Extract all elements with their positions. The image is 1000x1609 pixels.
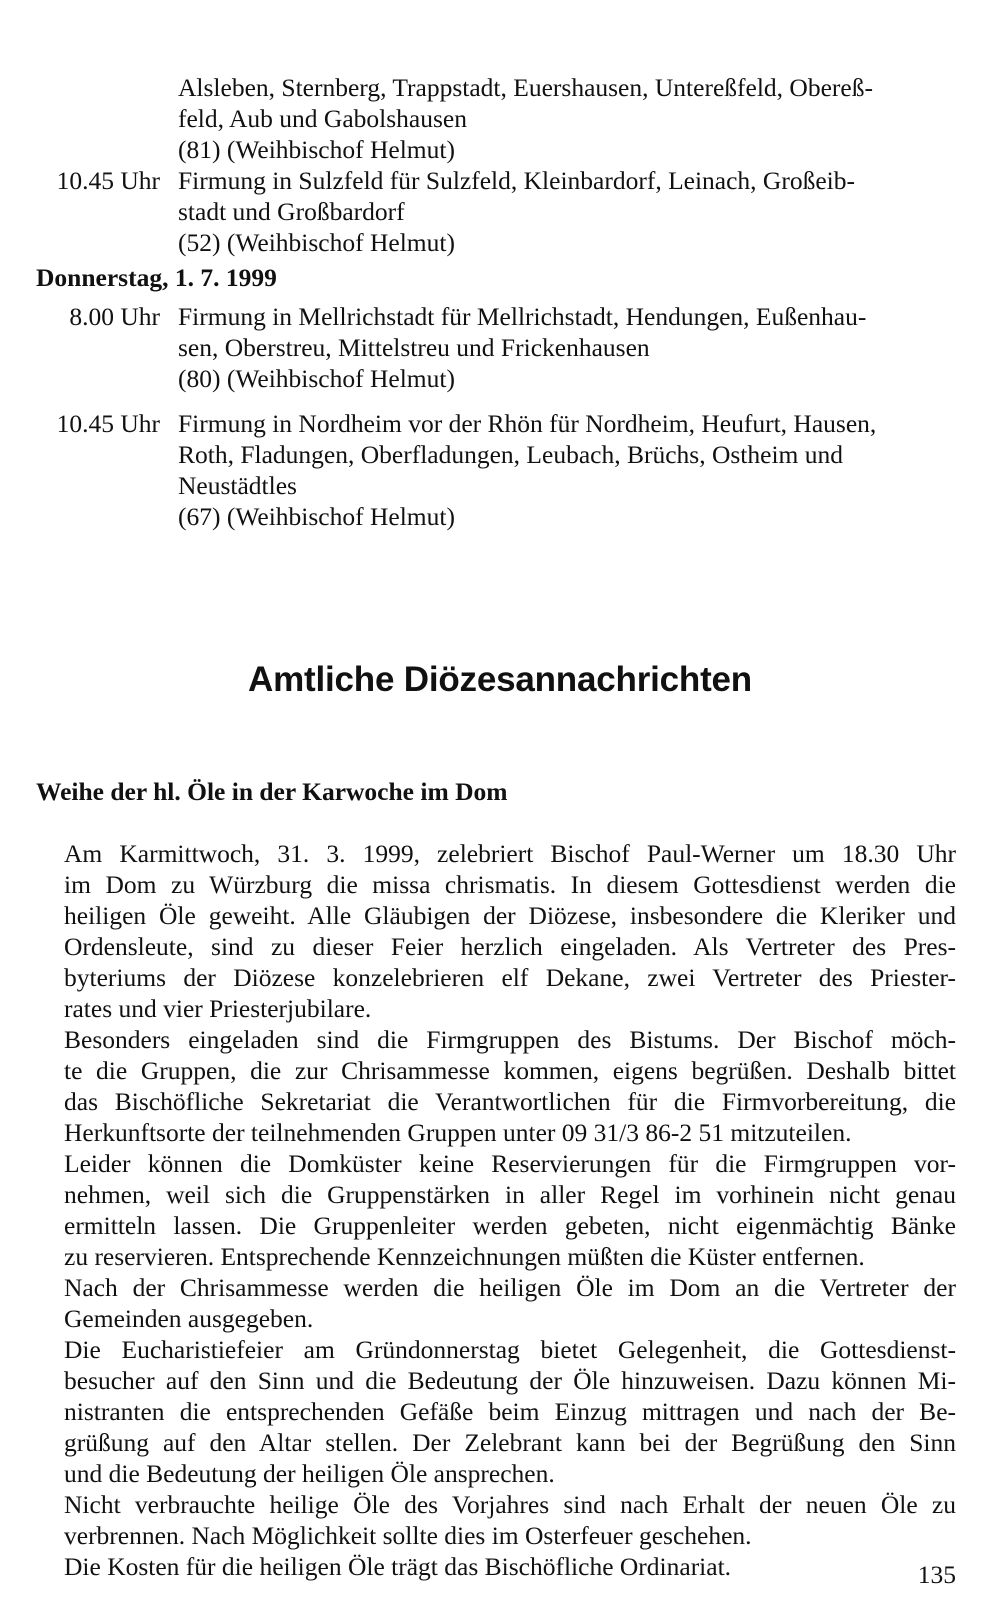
section-title: Amtliche Diözesannachrichten: [248, 660, 752, 699]
schedule-line: Firmung in Nordheim vor der Rhön für Nordheim, Heufurt, Hausen,: [178, 409, 877, 438]
text-line: Am Karmittwoch, 31. 3. 1999, zelebriert Bischof Paul-Werner um 18.30 Uhr: [64, 839, 956, 868]
paragraph: [36, 838, 956, 1024]
paragraph: [36, 1489, 956, 1551]
text-line: Besonders eingeladen sind die Firmgruppen des Bistums. Der Bischof möch-: [64, 1025, 956, 1054]
text-line: im Dom zu Würzburg die missa chrismatis. In diesem Gottesdienst werden die: [64, 870, 956, 899]
text-line: ermitteln lassen. Die Gruppenleiter werden gebeten, nicht eigenmächtig Bänke: [64, 1211, 956, 1240]
text-line: nistranten die entsprechenden Gefäße beim Einzug mittragen und nach der Be-: [64, 1397, 956, 1426]
text-line: Gemeinden ausgegeben.: [64, 1304, 314, 1333]
text-line: das Bischöfliche Sekretariat die Verantwortlichen für die Firmvorbereitung, die: [64, 1087, 956, 1116]
schedule-line: Neustädtles: [178, 471, 297, 500]
schedule-time: 10.45 Uhr: [56, 409, 160, 438]
schedule-line: feld, Aub und Gabolshausen: [178, 104, 467, 133]
confirmation-schedule: [36, 72, 956, 532]
schedule-line: (81) (Weihbischof Helmut): [178, 135, 455, 164]
paragraph: [36, 1024, 956, 1148]
schedule-time: 8.00 Uhr: [69, 302, 160, 331]
schedule-line: Firmung in Mellrichstadt für Mellrichstadt, Hendungen, Eußenhau-: [178, 302, 867, 331]
schedule-line: stadt und Großbardorf: [178, 197, 405, 226]
text-line: Nicht verbrauchte heilige Öle des Vorjahres sind nach Erhalt der neuen Öle zu: [64, 1490, 956, 1519]
schedule-line: (52) (Weihbischof Helmut): [178, 228, 455, 257]
paragraph: [36, 1272, 956, 1334]
schedule-description: [178, 72, 956, 165]
page-number: 135: [917, 1560, 956, 1589]
text-line: Nach der Chrisammesse werden die heiligen Öle im Dom an die Vertreter der: [64, 1273, 956, 1302]
schedule-entry: [36, 72, 956, 165]
text-line: zu reservieren. Entsprechende Kennzeichnungen müßten die Küster entfernen.: [64, 1242, 865, 1271]
text-line: verbrennen. Nach Möglichkeit sollte dies im Osterfeuer geschehen.: [64, 1521, 752, 1550]
text-line: Die Eucharistiefeier am Gründonnerstag bietet Gelegenheit, die Gottesdienst-: [64, 1335, 956, 1364]
text-line: grüßung auf den Altar stellen. Der Zelebrant kann bei der Begrüßung den Sinn: [64, 1428, 956, 1457]
text-line: byteriums der Diözese konzelebrieren elf Dekane, zwei Vertreter des Priester-: [64, 963, 956, 992]
schedule-time: 10.45 Uhr: [56, 166, 160, 195]
article-heading: Weihe der hl. Öle in der Karwoche im Dom: [36, 777, 508, 806]
schedule-line: sen, Oberstreu, Mittelstreu und Frickenhausen: [178, 333, 650, 362]
article-body: [36, 838, 956, 1582]
schedule-line: Alsleben, Sternberg, Trappstadt, Euershausen, Untereßfeld, Obereß-: [178, 73, 873, 102]
schedule-entry: [36, 165, 956, 258]
text-line: Herkunftsorte der teilnehmenden Gruppen unter 09 31/3 86-2 51 mitzuteilen.: [64, 1118, 852, 1147]
text-line: heiligen Öle geweiht. Alle Gläubigen der Diözese, insbesondere die Kleriker und: [64, 901, 956, 930]
schedule-line: Roth, Fladungen, Oberfladungen, Leubach, Brüchs, Ostheim und: [178, 440, 843, 469]
schedule-entry: [36, 408, 956, 532]
schedule-description: [178, 301, 956, 394]
text-line: Ordensleute, sind zu dieser Feier herzlich eingeladen. Als Vertreter des Pres-: [64, 932, 956, 961]
schedule-entry: [36, 301, 956, 394]
paragraph: [36, 1148, 956, 1272]
paragraph: [36, 1334, 956, 1489]
schedule-line: (67) (Weihbischof Helmut): [178, 502, 455, 531]
day-heading: Donnerstag, 1. 7. 1999: [36, 263, 277, 292]
schedule-line: Firmung in Sulzfeld für Sulzfeld, Kleinbardorf, Leinach, Großeib-: [178, 166, 855, 195]
text-line: rates und vier Priesterjubilare.: [64, 994, 372, 1023]
schedule-description: [178, 165, 956, 258]
text-line: Die Kosten für die heiligen Öle trägt das Bischöfliche Ordinariat.: [64, 1552, 732, 1581]
schedule-description: [178, 408, 956, 532]
paragraph: [36, 1551, 956, 1582]
text-line: besucher auf den Sinn und die Bedeutung der Öle hinzuweisen. Dazu können Mi-: [64, 1366, 956, 1395]
text-line: nehmen, weil sich die Gruppenstärken in aller Regel im vorhinein nicht genau: [64, 1180, 956, 1209]
text-line: te die Gruppen, die zur Chrisammesse kommen, eigens begrüßen. Deshalb bittet: [64, 1056, 956, 1085]
schedule-line: (80) (Weihbischof Helmut): [178, 364, 455, 393]
text-line: und die Bedeutung der heiligen Öle ansprechen.: [64, 1459, 555, 1488]
text-line: Leider können die Domküster keine Reservierungen für die Firmgruppen vor-: [64, 1149, 956, 1178]
